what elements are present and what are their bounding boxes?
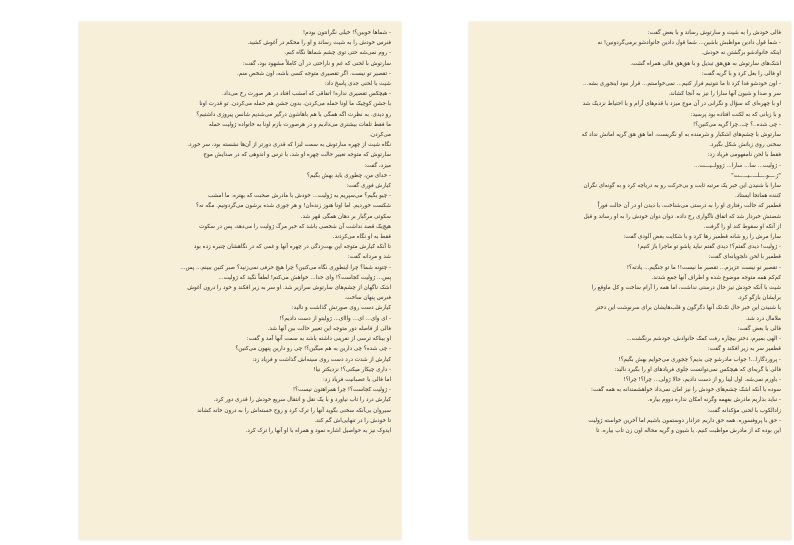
text-line: شیث با آنکه خودش نیز حال درستی نداشت، اما همه را آرام ساخت و کل ماوقع را: [591, 285, 781, 292]
text-line: پس... ژولیت کجاست؟! وای خدا... خواهش می‌کنم! لطفاً نگید که ژولیت...: [218, 274, 391, 281]
text-line: سارا مرش را رو شانه قطمیر رها کرد و با شکایت بغض آلودی گفت:: [623, 234, 781, 241]
text-line: فالی با بغض گفت:: [737, 325, 781, 332]
text-line: - هیچکس تقصیری نداره! اتفاقی که امشب افتاد در هر صورت رخ می‌داد.: [221, 91, 391, 98]
text-line: "ژ.ـــو.ـــلـــ.ـیــ.ــت": [731, 172, 781, 179]
text-line: - چیو بگیم؟ می‌سپریم به ژولیت... خودش با مادرش صحبت که بهتره. ما امشب: [208, 193, 391, 200]
text-line: - چی شده؟ چی دارین به هم میگین؟! چی رو دارین پنهون می‌کنین؟: [235, 346, 391, 353]
text-line: سکوتی مرگبار بر دهان همگی مُهر شد.: [300, 213, 391, 220]
text-line: - پروردگارا...! جواب مادرشو چی بدیم؟ چجوری می‌خوایم بهش بگیم؟!: [618, 356, 781, 363]
text-line: تا خودش را در تنهایی‌اش گم کند.: [314, 417, 391, 424]
text-line: - تقصیر تو نیست عزیزم... تقصیر ما نیست!! ما تو جنگیم... یادته؟!: [626, 264, 781, 271]
right-page: [469, 22, 791, 540]
text-line: سارا با شنیدن این خبر یک مرتبه ثابت و بی‌حرکت رو به دریاچه کرد و به گونه‌ای نگران: [583, 183, 781, 190]
text-line: او فالی را بغل کرد و با گریه گفت:: [701, 70, 781, 77]
text-line: شد و مردانه گفت:: [347, 254, 391, 261]
text-line: می‌کردن.: [369, 132, 391, 139]
text-line: اشک ناگهان از چشم‌های سارتوش سرازیر شد. او سر به زیر افکند و خود را درون آغوش: [187, 285, 391, 292]
text-line: - خدای من، چطوری باید بهش بگیم؟: [306, 172, 391, 179]
text-line: - روم نمی‌شه حتی توی چشم شماها نگاه کنم.: [284, 50, 391, 57]
text-line: فالی با گریه‌ای که هیچکس نمی‌توانست جلوی فریادهای او را بگیرد نالید:: [614, 366, 781, 373]
text-line: سارتوش که متوجه تغییر حالت چهره او شد، با ترس و اندوهی که در صدایش موج: [203, 152, 391, 159]
text-line: ملامال درد شد.: [745, 315, 781, 322]
text-line: سیروان بی‌آنکه سخنی بگوید آنها را ترک کرد و روح خسته‌اش را به درون خانه کشاند: [197, 407, 391, 414]
text-line: فنرس خودش را به شیث رساند و او را محکم در آغوش کشید.: [247, 40, 391, 47]
text-line: اما فالی با عصبانیت فریاد زد:: [322, 376, 391, 383]
text-line: فقط به او نگاه می‌کردند.: [332, 234, 391, 241]
text-line: - ژولیت! دیدی گفتم؟! دیدی گفتم نباید پاشو تو ماجرا باز کنیم!: [637, 244, 781, 251]
text-line: - چتونه شما؟ چرا اینطوری نگاه می‌کنین؟ چرا هیچ حرفی نمی‌زنید؟ صبر کنین ببینم... پس...: [180, 264, 391, 271]
text-line: فالی خودش را به شیث و سارتوش رساند و با بغض گفت:: [647, 30, 781, 36]
left-page-text: [89, 28, 391, 436]
text-line: - ای وای... ای... وااای... ژولیتو از دست دادیم؟!: [279, 315, 391, 322]
text-line: برایشان بازگو کرد.: [737, 295, 781, 302]
text-line: با جشن کوچیک ما اونا حمله می‌کردن، بدون جشن هم حمله می‌کردن. تو قدرت اونا: [199, 101, 391, 108]
text-line: - شما‌ها خوبین؟! خیلی نگرانتون بودم!: [302, 30, 391, 36]
text-line: قطمیر که حالت رفتاری او را به درستی می‌شناخت، با دیدن او در آن حالت فوراً: [597, 203, 781, 210]
text-line: سوده با آنکه اشک چشم‌های خودش را نیز امان نمی‌داد خواهشمندانه به همه گفت:: [590, 387, 781, 394]
text-line: - باورم نمی‌شه. اول لینا رو از دست دادیم، حالا ژولی... چرا؟! چرا؟!: [623, 376, 781, 383]
text-line: - تقصیر تو نیست. اگر تقصیری متوجه کسی باشه، اون شخص منم.: [236, 70, 391, 77]
text-line: کیارش از شدت درد دست روی سینه‌اش گذاشت و فریاد زد:: [252, 356, 391, 363]
text-line: او با چهره‌ای که سؤال و نگرانی در آن موج میزد با قدم‌های آرام و با احتیاط نزدیک شد: [582, 101, 781, 108]
text-line: کننده همانجا ایستاد.: [735, 193, 781, 200]
text-line: سخنی روی زبانش شکل بگیرد.: [709, 142, 781, 149]
left-page: [79, 22, 401, 540]
text-line: و با زبانی که به لکنت افتاده بود پرسید:: [690, 111, 781, 118]
text-line: فالی از فاصله دور متوجه این تغییر حالت بین آنها شد.: [267, 325, 391, 332]
text-line: شیث با لحنی جدی پاسخ داد:: [324, 81, 391, 88]
text-line: سارتوش با چشم‌های اشکبار و شرمنده به او نگریست، اما هق هق گریه امانش نداد که: [581, 132, 781, 139]
text-line: فقط با لحن نامفهومی فریاد زد:: [707, 152, 781, 159]
text-line: - حق با پروفسوره. همه حق داریم عزادار دوستمون باشیم اما آخرین خواسته ژولیت: [588, 417, 781, 424]
text-line: او بیناکه ترسی از نفرینی داشته باشد به سمت آنها آمد و گفت:: [246, 336, 391, 343]
text-line: قطمیر با لحن دلجویانه‌ای گفت:: [708, 254, 781, 261]
text-line: - چی شده..؟ چــ..چرا گریه می‌کنین؟!: [693, 121, 781, 128]
text-line: با شنیدن این خبر حال تک‌تک آنها دگرگون و قلب‌هایشان برای سرنوشت این دختر: [595, 305, 781, 312]
text-line: - شما قول دادین مواظبش باشین... شما قول دادین خانوادشو برمی‌گردونین! نه: [597, 40, 781, 47]
text-line: کم‌کم همه متوجه موضوع شده و اطراف آنها جمع شدند.: [651, 274, 781, 281]
text-line: زادالکوب با لحنی مؤکدانه گفت:: [707, 407, 781, 414]
text-line: - ژولیت... سا... سارا... ژوولــیـــت...: [694, 162, 781, 169]
text-line: - الهی بمیرم، دختر بیچاره رفت کمک خانوادش، خودشم برنگشت...: [626, 336, 781, 343]
text-line: - داری چیکار میکنی؟! نزدیکتر نیا!: [313, 366, 391, 373]
text-line: قطمیر سر به زیر افکند و گفت:: [707, 346, 781, 353]
right-page-text: [479, 28, 781, 436]
text-line: سر و صدا و شیون آنها سارا را نیز به آنجا کشاند.: [668, 91, 781, 98]
text-line: - نباید بذاریم مادرش بفهمه وگرنه امکان نداره دووم بیاره.: [647, 397, 781, 404]
text-line: ما فقط تلفات بیشتری می‌دادیم و در هرصورت بازم اونا به خانواده ژولیت حمله: [208, 121, 391, 128]
text-line: شکست خوردیم. اما اونا هنوز زنده‌ان! و هر جوری شده برشون می‌گردونیم. مگه نه؟: [195, 203, 391, 210]
text-line: اشک‌های سارتوش به هق‌هق تبدیل و با هق‌هق فالی همراه گشت.: [630, 60, 781, 67]
text-line: کیارش فوری گفت:: [346, 183, 391, 190]
text-line: رو دیدی. به نظرت اگه همگی با هم باهاشون درگیر می‌شدیم شانس پیروزی داشتیم؟: [196, 111, 391, 118]
text-line: هیچ‌یک قصد نداشت آن شخصی باشد که خبر مرگ ژولیت را می‌دهد، پس در سکوت: [199, 223, 391, 230]
text-line: میزد، گفت:: [364, 162, 391, 169]
text-line: این بوده که از مادرش مواظبت کنیم. با شیون و گریه محاله اون زن تاب بیاره. تا: [596, 427, 781, 434]
text-line: - اون خودشو فدا کرد تا ما نتونیم فرار کنیم... نمی‌خواستم... قرار نبود اینجوری بشه...: [583, 81, 781, 88]
text-line: اینکه خانوادشو برگشتن نه خودش.: [701, 50, 781, 57]
text-line: - ژولیت کجاست؟! چرا همراهتون نیست؟!: [292, 387, 391, 394]
text-line: سارتوش با لحنی که غم و ناراحتی در آن کاملاً مشهود بود، گفت:: [242, 60, 391, 67]
text-line: از آنکه او سقوط کند او را گرفت.: [703, 223, 781, 230]
text-line: نگاه شیث از چهره سارتوش به سمت لیزا که قدری دورتر از آن‌ها نشسته بود، سر خورد.: [187, 142, 391, 149]
text-line: شصتش خبردار شد که اتفاق ناگواری رخ داده. دوان دوان خودش را به او رساند و قبل: [583, 213, 781, 220]
text-line: ایدوک نیز به حواصیل اشاره نمود و همراه با او آنها را ترک کرد.: [245, 427, 391, 434]
text-line: فنرس پنهان ساخت.: [344, 295, 391, 302]
text-line: تا آنکه کیارش متوجه این بهت‌زدگی در چهره آنها و غمی که در نگاهشان چنبره زده بود: [193, 244, 391, 251]
text-line: کیارش درد را تاب نیاورد و با یک نقل و انتقال سریع خودش را قدری دور کرد.: [213, 397, 391, 404]
text-line: کیارش دست روی صورتش گذاشت و نالید:: [291, 305, 391, 312]
